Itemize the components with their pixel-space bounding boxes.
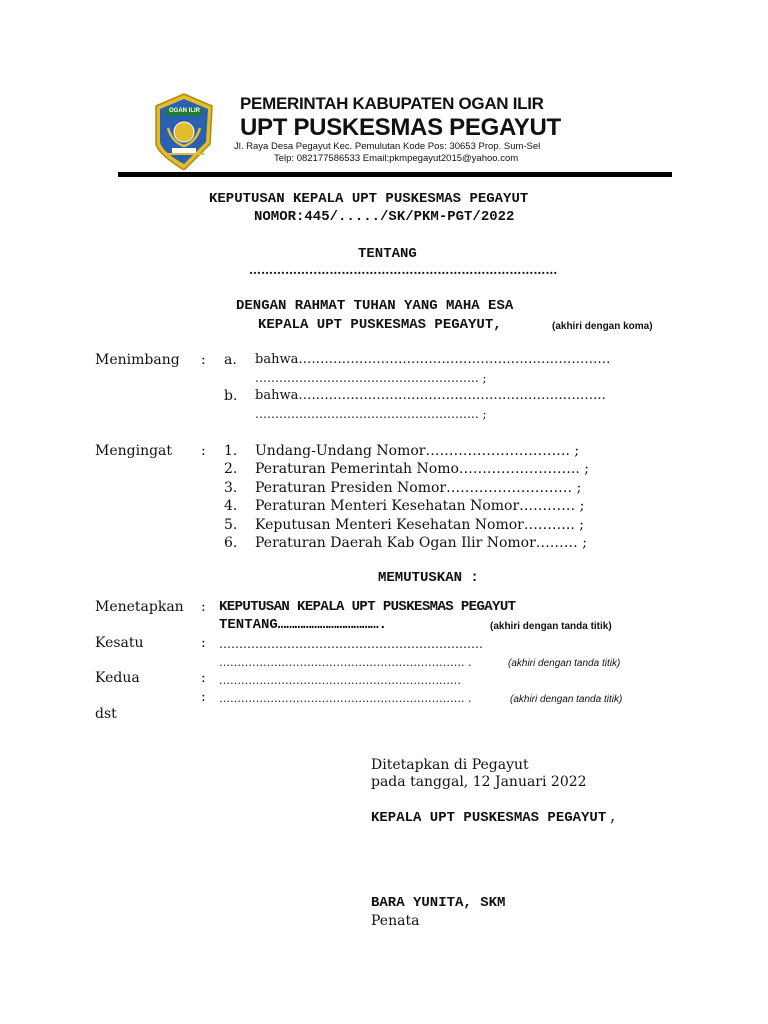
menimbang-b-line2: ……………………………………………….. ; <box>255 407 487 421</box>
kepala-line: KEPALA UPT PUSKESMAS PEGAYUT, <box>258 317 502 333</box>
sign-place: Ditetapkan di Pegayut <box>371 757 529 773</box>
signatory-name: BARA YUNITA, SKM <box>371 895 506 911</box>
menetapkan-note: (akhiri dengan tanda titik) <box>490 621 612 632</box>
rahmat-line: DENGAN RAHMAT TUHAN YANG MAHA ESA <box>236 298 514 314</box>
kesatu-line2: …………………………………………………………. . <box>219 656 472 669</box>
decree-number: NOMOR:445/...../SK/PKM-PGT/2022 <box>254 209 515 225</box>
coat-of-arms-icon <box>150 92 218 170</box>
mengingat-item-text: Peraturan Pemerintah Nomo…………………….. ; <box>255 461 589 477</box>
mengingat-colon: : <box>201 443 206 459</box>
signatory-rank: Penata <box>371 913 420 929</box>
sign-date: pada tanggal, 12 Januari 2022 <box>371 774 587 790</box>
menimbang-label: Menimbang <box>95 352 180 368</box>
mengingat-item-text: Peraturan Presiden Nomor……………………… ; <box>255 480 582 496</box>
org-address: Jl. Raya Desa Pegayut Kec. Pemulutan Kode Pos: 30653 Prop. Sum-Sel <box>234 141 541 152</box>
menetapkan-line1: KEPUTUSAN KEPALA UPT PUSKESMAS PEGAYUT <box>219 599 516 615</box>
mengingat-label: Mengingat <box>95 443 173 459</box>
sign-position-text: KEPALA UPT PUSKESMAS PEGAYUT <box>371 810 607 826</box>
mengingat-item-number: 1. <box>224 443 238 459</box>
menetapkan-label: Menetapkan <box>95 599 184 615</box>
kedua-colon: : <box>201 670 206 686</box>
kesatu-note: (akhiri dengan tanda titik) <box>508 658 621 669</box>
kesatu-colon: : <box>201 635 206 651</box>
mengingat-item-text: Peraturan Daerah Kab Ogan Ilir Nomor……… ; <box>255 535 587 551</box>
memutuskan-heading: MEMUTUSKAN : <box>378 570 479 586</box>
org-contact: Telp: 082177586533 Email:pkmpegayut2015@yahoo.com <box>274 153 519 164</box>
menimbang-colon: : <box>201 352 206 368</box>
gov-name: PEMERINTAH KABUPATEN OGAN ILIR <box>240 94 544 113</box>
header-divider <box>118 172 672 177</box>
menimbang-a-line1: bahwa……………………………………………………………… <box>255 352 611 367</box>
kesatu-label: Kesatu <box>95 635 144 651</box>
menimbang-b-line1: bahwa…………………………………………………………….. <box>255 388 606 403</box>
sign-position-comma: , <box>609 810 618 826</box>
kedua-label: Kedua <box>95 670 140 686</box>
kedua-colon-2: : <box>201 689 206 705</box>
regency-logo <box>150 92 218 170</box>
mengingat-item-number: 3. <box>224 480 238 496</box>
menimbang-a-marker: a. <box>224 352 237 368</box>
decree-title: KEPUTUSAN KEPALA UPT PUSKESMAS PEGAYUT <box>209 191 529 207</box>
mengingat-item-text: Peraturan Menteri Kesehatan Nomor………… ; <box>255 498 585 514</box>
logo-text: OGAN ILIR <box>169 108 200 114</box>
menimbang-a-line2: ……………………………………………….. ; <box>255 371 487 385</box>
kedua-note: (akhiri dengan tanda titik) <box>510 694 623 705</box>
tentang-heading: TENTANG <box>358 246 417 262</box>
kedua-line2: …………………………………………………………. . <box>219 692 472 705</box>
menetapkan-line2: TENTANG………………………………. <box>219 617 388 633</box>
menimbang-b-marker: b. <box>224 388 238 404</box>
kesatu-line1: ………………………………………………………… <box>219 637 483 651</box>
mengingat-item-number: 4. <box>224 498 238 514</box>
menetapkan-colon: : <box>201 599 206 615</box>
tentang-dots: ……………..…………………………………………………… <box>249 263 558 277</box>
dst-label: dst <box>95 706 117 722</box>
org-name: UPT PUSKESMAS PEGAYUT <box>240 114 561 141</box>
mengingat-item-number: 2. <box>224 461 238 477</box>
kepala-note: (akhiri dengan koma) <box>552 321 653 332</box>
mengingat-item-text: Keputusan Menteri Kesehatan Nomor……….. ; <box>255 517 584 533</box>
mengingat-item-text: Undang-Undang Nomor…………………………. ; <box>255 443 580 459</box>
mengingat-item-number: 6. <box>224 535 238 551</box>
kedua-line1: ………………………………………………………… <box>219 674 461 687</box>
sign-position <box>371 810 618 826</box>
mengingat-item-number: 5. <box>224 517 238 533</box>
